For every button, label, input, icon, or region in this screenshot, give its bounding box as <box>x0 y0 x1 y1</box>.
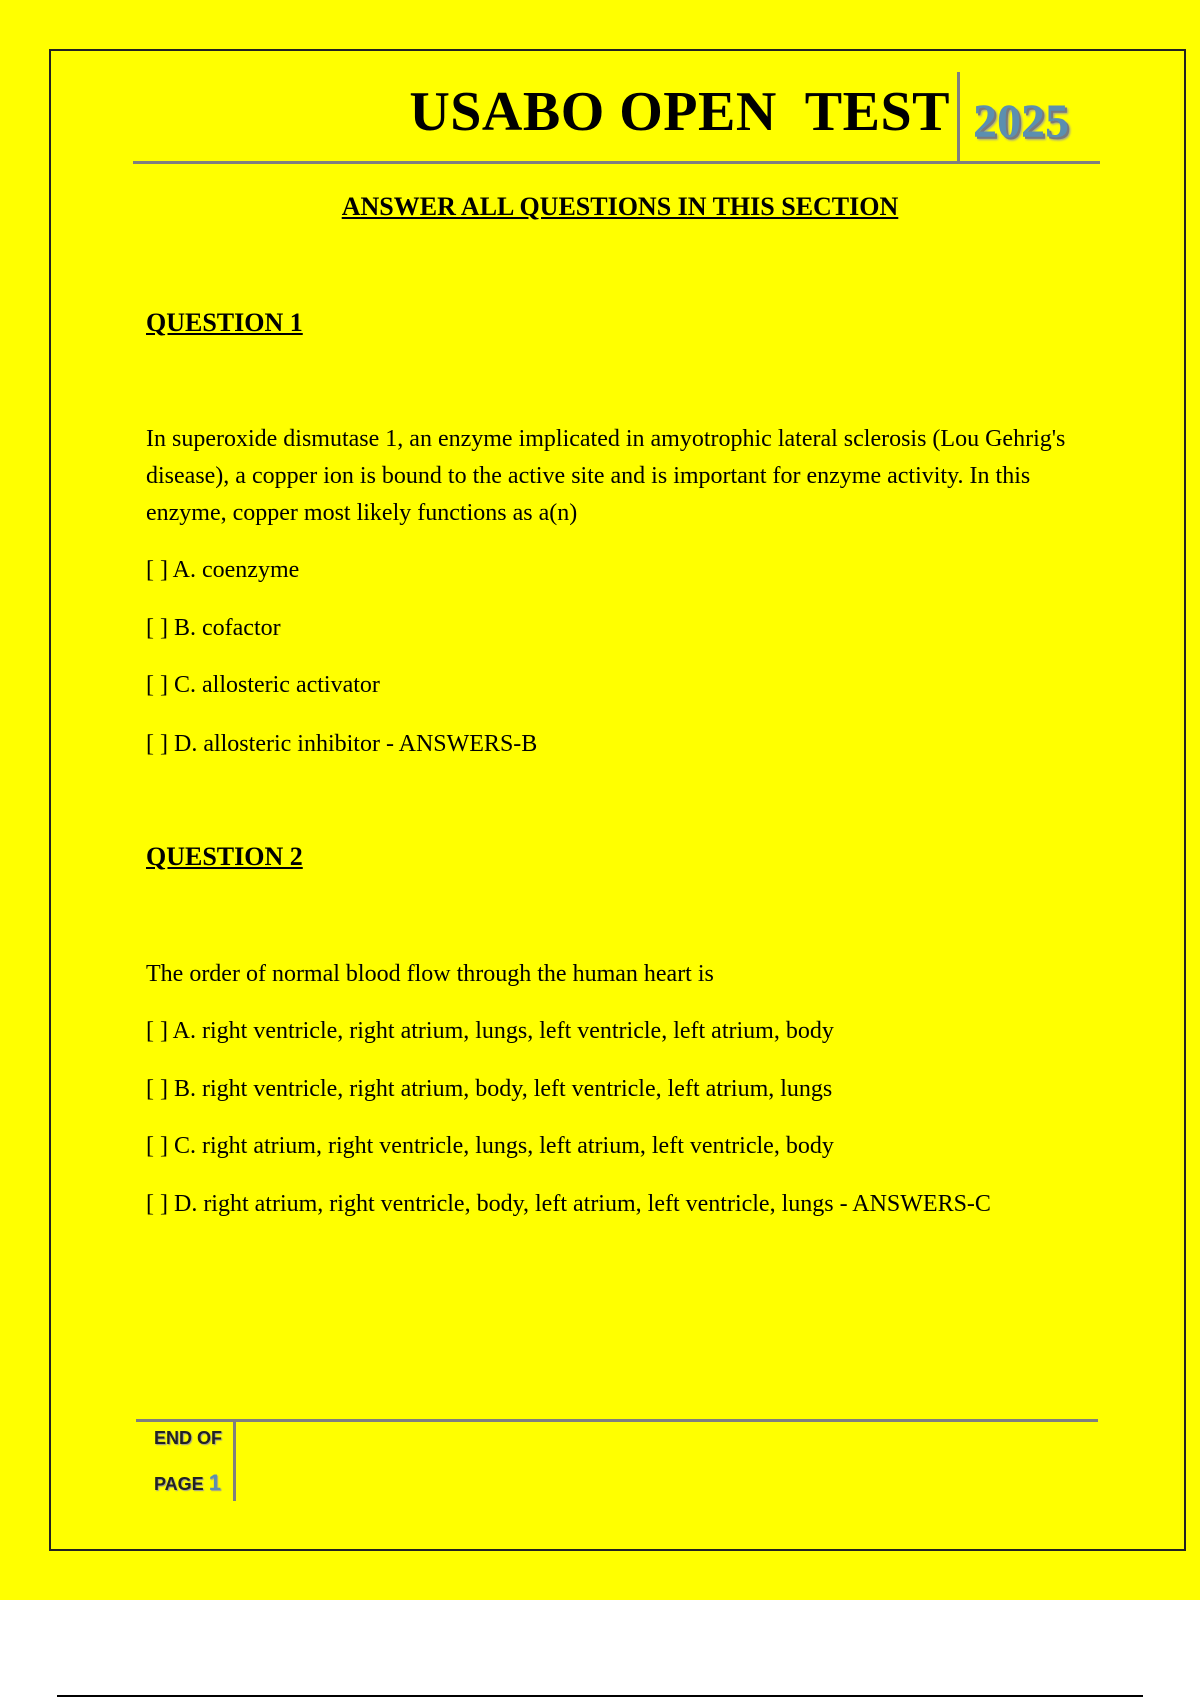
footer-divider <box>233 1422 236 1501</box>
question-2-title: QUESTION 2 <box>146 842 303 871</box>
page-title: USABO OPEN TEST <box>409 81 950 143</box>
question-2-option-c[interactable]: [ ] C. right atrium, right ventricle, lungs, left atrium, left ventricle, body <box>146 1133 834 1159</box>
question-2-option-b[interactable]: [ ] B. right ventricle, right atrium, body, left ventricle, left atrium, lungs <box>146 1076 833 1102</box>
footer-end-of: END OF <box>154 1428 223 1448</box>
question-2-text: The order of normal blood flow through the human heart is <box>146 961 714 987</box>
question-1-option-c[interactable]: [ ] C. allosteric activator <box>146 672 380 698</box>
question-2-option-a[interactable]: [ ] A. right ventricle, right atrium, lungs, left ventricle, left atrium, body <box>146 1018 834 1044</box>
page-footer <box>136 1419 1098 1501</box>
question-1-option-b[interactable]: [ ] B. cofactor <box>146 615 281 641</box>
page-border <box>49 49 1186 1551</box>
header-divider <box>957 72 960 161</box>
question-1-option-d[interactable]: [ ] D. allosteric inhibitor - ANSWERS-B <box>146 731 538 757</box>
question-2-option-d[interactable]: [ ] D. right atrium, right ventricle, body, left atrium, left ventricle, lungs - ANSWERS-C <box>146 1191 991 1217</box>
footer-page-label <box>154 1470 221 1496</box>
section-heading: ANSWER ALL QUESTIONS IN THIS SECTION <box>341 192 899 221</box>
footer-page-number: 1 <box>208 1470 221 1495</box>
question-1-title: QUESTION 1 <box>146 308 303 337</box>
footer-page-word: PAGE <box>154 1474 204 1494</box>
bottom-rule <box>57 1695 1143 1697</box>
page-header <box>133 72 1100 164</box>
question-1-text: In superoxide dismutase 1, an enzyme implicated in amyotrophic lateral sclerosis (Lou Gehrig's disease), a copper ion is bound to the active site and is important for enzyme activity. In this enzyme, copper most likely functions as a(n) <box>146 426 1066 526</box>
header-year: 2025 <box>973 95 1069 148</box>
question-1-option-a[interactable]: [ ] A. coenzyme <box>146 557 300 583</box>
